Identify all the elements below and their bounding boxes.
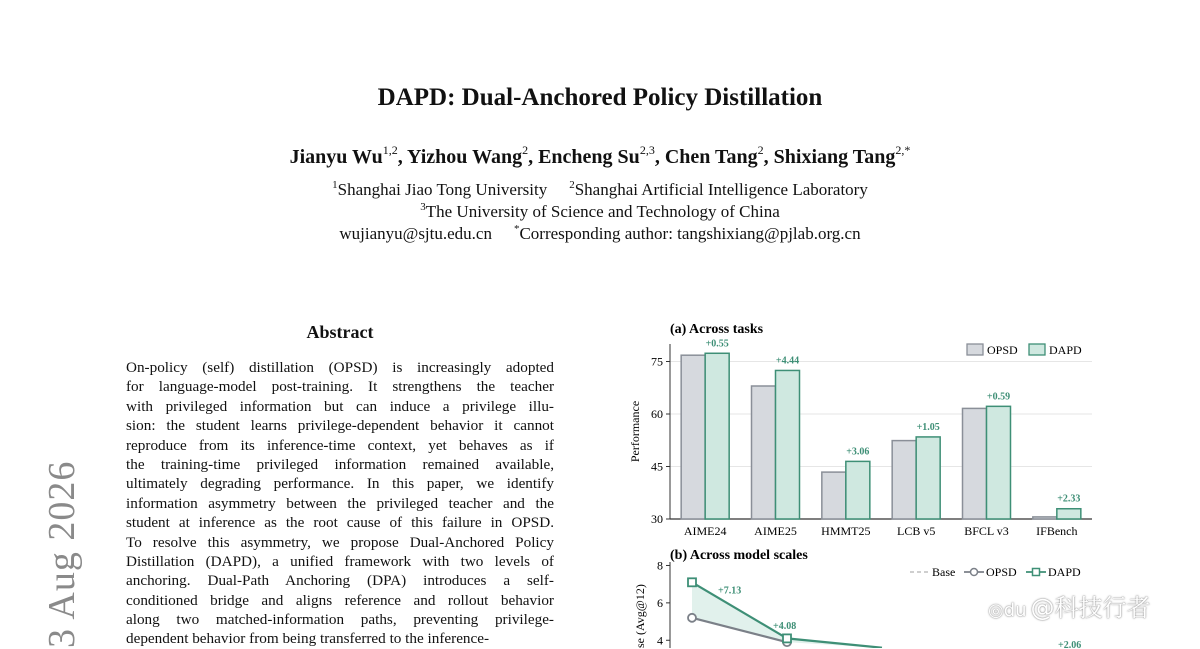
author: Encheng Su: [538, 146, 640, 168]
abstract-line: the training-time privileged information remained available,: [126, 455, 554, 473]
abstract-body: [126, 358, 554, 649]
y-tick-label: 45: [651, 459, 663, 474]
abstract-line: for language-model post-training. It strengthens the teacher: [126, 378, 554, 396]
author-affil-mark: 2,3: [639, 143, 655, 157]
x-tick-label: IFBench: [1036, 524, 1078, 538]
legend-marker-opsd: [971, 569, 978, 576]
legend-label: OPSD: [987, 343, 1018, 357]
abstract-line: dependent behavior from being transferred to the inference-: [126, 630, 490, 648]
legend-marker-dapd: [1033, 569, 1040, 576]
y-tick-label: 30: [651, 512, 663, 526]
affil-mark: 1: [332, 179, 338, 191]
affil-mark: *: [513, 223, 520, 235]
gain-label: +2.06: [1058, 640, 1082, 648]
x-tick-label: HMMT25: [821, 524, 871, 538]
abstract-heading: Abstract: [306, 322, 374, 342]
legend-label: DAPD: [1048, 565, 1081, 579]
y-axis-label: Performance: [628, 400, 642, 463]
y-tick-label: 8: [657, 558, 663, 573]
corresponding-author: Corresponding author: tangshixiang@pjlab.org.cn: [519, 224, 861, 243]
bar-gain-label: +0.55: [705, 338, 729, 350]
bar-dapd: [1057, 509, 1081, 519]
email: wujianyu@sjtu.edu.cn: [339, 224, 492, 243]
bar-gain-label: +2.33: [1057, 493, 1081, 505]
author: Shixiang Tang: [773, 146, 896, 168]
abstract-line: sion: the student learns privilege-dependent behavior it cannot: [126, 417, 554, 435]
bar-opsd: [892, 441, 916, 519]
y-axis-label: se (Avg@12): [633, 584, 647, 648]
bar-dapd: [846, 461, 870, 519]
chart-across-tasks: [628, 322, 1092, 538]
bar-opsd: [963, 408, 987, 519]
point-dapd: [783, 634, 791, 642]
chart-title: (b) Across model scales: [670, 548, 808, 563]
gain-label: +7.13: [718, 585, 742, 597]
author-list: Jianyu Wu$^{1,2}$, Yizhou Wang$^2$, Encheng Su$^{2,3}$, Chen Tang$^2$, Shixiang Tang$^{2,*}$: [289, 143, 911, 168]
author-affil-mark: 2,*: [895, 143, 911, 157]
legend-label: Base: [932, 565, 956, 579]
abstract-line: information asymmetry between the privileged teacher and the: [126, 494, 554, 512]
affiliation-line-2: [0, 201, 1200, 222]
contact-line: [0, 223, 1200, 244]
author: Chen Tang: [664, 146, 758, 168]
point-opsd: [688, 614, 696, 622]
author: Yizhou Wang: [407, 146, 523, 168]
y-tick-label: 4: [657, 633, 663, 648]
affil-mark: 3: [420, 201, 426, 213]
y-tick-label: 75: [651, 354, 663, 369]
bar-dapd: [916, 437, 940, 519]
legend-swatch-dapd: [1029, 344, 1045, 355]
legend-label: OPSD: [986, 565, 1017, 579]
x-tick-label: AIME25: [754, 524, 797, 538]
point-dapd: [688, 578, 696, 586]
y-tick-label: 6: [657, 595, 663, 610]
bar-opsd: [1033, 517, 1057, 519]
chart-title: (a) Across tasks: [670, 322, 764, 337]
legend-label: DAPD: [1049, 343, 1082, 357]
affil-mark: 2: [569, 179, 575, 191]
affiliation: Shanghai Jiao Tong University: [337, 180, 548, 199]
bar-dapd: [987, 406, 1011, 519]
author-affil-mark: 2: [757, 143, 764, 157]
abstract-line: conditioned bridge and aligns reference and rollout behavior: [126, 591, 554, 609]
author-affil-mark: 2: [522, 143, 529, 157]
bar-gain-label: +1.05: [916, 421, 940, 433]
legend-swatch-opsd: [967, 344, 983, 355]
abstract-line: Distillation (DAPD), a unified framework with two levels of: [126, 552, 554, 570]
watermark: [988, 588, 1151, 623]
bar-opsd: [681, 355, 705, 519]
bar-gain-label: +4.44: [775, 355, 800, 367]
abstract-line: To resolve this asymmetry, we propose Dual-Anchored Policy: [126, 533, 554, 551]
abstract-line: ultimately degrading performance. In this paper, we identify: [126, 475, 554, 493]
abstract-line: student at inference as the root cause of this failure in OPSD.: [126, 514, 554, 532]
x-tick-label: LCB v5: [896, 524, 936, 538]
bar-dapd: [776, 370, 800, 519]
watermark-logo-icon: ◎du: [988, 600, 1027, 621]
gain-label: +4.08: [773, 620, 797, 632]
bar-gain-label: +3.06: [846, 446, 870, 458]
affiliation: The University of Science and Technology of China: [425, 202, 780, 221]
paper-title: DAPD: Dual-Anchored Policy Distillation: [377, 84, 823, 111]
abstract-line: On-policy (self) distillation (OPSD) is increasingly adopted: [126, 359, 554, 376]
x-tick-label: BFCL v3: [964, 524, 1009, 538]
abstract-line: with privileged information but can induce a privilege illu-: [126, 397, 554, 415]
bar-dapd: [705, 353, 729, 519]
affiliation: Shanghai Artificial Intelligence Laboratory: [574, 180, 868, 199]
watermark-text: @科技行者: [1030, 594, 1151, 622]
author: Jianyu Wu: [289, 146, 383, 168]
bar-opsd: [822, 472, 846, 519]
bar-opsd: [752, 386, 776, 519]
affiliation-line-1: [0, 179, 1200, 200]
abstract-line: reproduce from its inference-time context, yet behaves as if: [126, 436, 554, 454]
x-tick-label: AIME24: [683, 524, 727, 538]
abstract-line: anchoring. Dual-Path Anchoring (DPA) introduces a self-: [126, 572, 554, 590]
abstract-line: along two matched-information paths, preventing privilege-: [126, 611, 554, 629]
author-affil-mark: 1,2: [382, 143, 398, 157]
y-tick-label: 60: [651, 407, 663, 421]
bar-gain-label: +0.59: [986, 391, 1011, 403]
side-date-stamp: 3 Aug 2026: [41, 460, 83, 648]
